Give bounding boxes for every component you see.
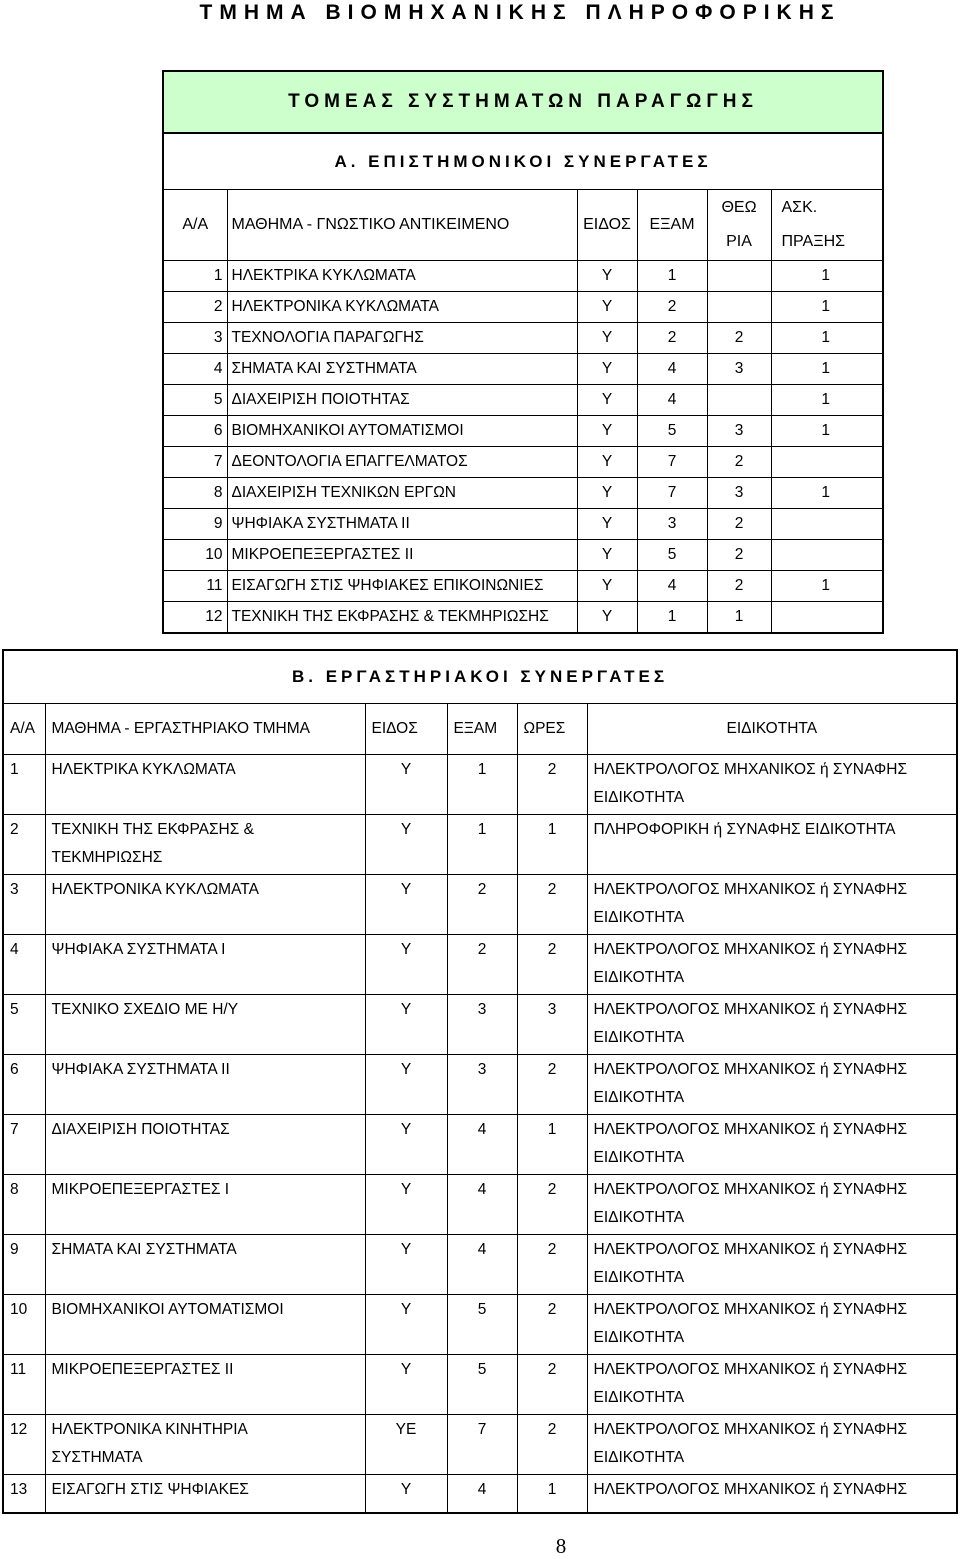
specialty: ΗΛΕΚΤΡΟΛΟΓΟΣ ΜΗΧΑΝΙΚΟΣ ή ΣΥΝΑΦΗΣ ΕΙΔΙΚΟΤΗΤΑ [587,1175,957,1235]
table-row [3,1055,957,1115]
row-number: 2 [163,292,227,323]
course-name: ΤΕΧΝΙΚΗ ΤΗΣ ΕΚΦΡΑΣΗΣ & ΤΕΚΜΗΡΙΩΣΗΣ [227,602,577,634]
row-number: 11 [163,571,227,602]
course-type: Υ [577,478,637,509]
table-row [3,875,957,935]
course-name: ΕΙΣΑΓΩΓΗ ΣΤΙΣ ΨΗΦΙΑΚΕΣ [45,1475,365,1514]
practice-hours: 1 [771,354,883,385]
section-a-header-row [163,190,883,261]
course-type: Υ [577,261,637,292]
practice-hours: 1 [771,571,883,602]
table-row [3,815,957,875]
course-type: Υ [365,995,447,1055]
course-type: Υ [577,292,637,323]
header-type: ΕΙΔΟΣ [365,704,447,755]
semester: 4 [447,1475,517,1514]
table-row [3,1355,957,1415]
row-number: 8 [163,478,227,509]
table-row [163,571,883,602]
lab-hours: 2 [517,875,587,935]
course-name: ΔΙΑΧΕΙΡΙΣΗ ΤΕΧΝΙΚΩΝ ΕΡΓΩΝ [227,478,577,509]
semester: 3 [447,1055,517,1115]
semester: 7 [637,478,707,509]
course-name: ΔΙΑΧΕΙΡΙΣΗ ΠΟΙΟΤΗΤΑΣ [45,1115,365,1175]
practice-hours: 1 [771,323,883,354]
lab-hours: 1 [517,815,587,875]
semester: 2 [637,323,707,354]
practice-hours [771,602,883,634]
semester: 4 [637,354,707,385]
section-a-title: Α. ΕΠΙΣΤΗΜΟΝΙΚΟΙ ΣΥΝΕΡΓΑΤΕΣ [163,133,883,190]
lab-hours: 2 [517,1235,587,1295]
theory-hours: 3 [707,354,771,385]
row-number: 8 [3,1175,45,1235]
course-name: ΕΙΣΑΓΩΓΗ ΣΤΙΣ ΨΗΦΙΑΚΕΣ ΕΠΙΚΟΙΝΩΝΙΕΣ [227,571,577,602]
table-row [163,354,883,385]
practice-hours: 1 [771,292,883,323]
course-name: ΔΕΟΝΤΟΛΟΓΙΑ ΕΠΑΓΓΕΛΜΑΤΟΣ [227,447,577,478]
row-number: 9 [163,509,227,540]
row-number: 10 [163,540,227,571]
lab-hours: 2 [517,935,587,995]
course-type: Υ [365,1475,447,1514]
row-number: 13 [3,1475,45,1514]
semester: 5 [447,1355,517,1415]
specialty: ΗΛΕΚΤΡΟΛΟΓΟΣ ΜΗΧΑΝΙΚΟΣ ή ΣΥΝΑΦΗΣ ΕΙΔΙΚΟΤΗΤΑ [587,1295,957,1355]
course-type: Υ [365,875,447,935]
semester: 4 [447,1235,517,1295]
table-row [3,755,957,815]
row-number: 1 [3,755,45,815]
course-name: ΣΗΜΑΤΑ ΚΑΙ ΣΥΣΤΗΜΑΤΑ [227,354,577,385]
lab-hours: 1 [517,1115,587,1175]
row-number: 12 [163,602,227,634]
table-row [163,416,883,447]
row-number: 6 [3,1055,45,1115]
practice-hours: 1 [771,478,883,509]
course-type: Υ [577,602,637,634]
table-row [163,540,883,571]
theory-hours: 2 [707,509,771,540]
semester: 3 [637,509,707,540]
course-type: Υ [577,540,637,571]
header-course: ΜΑΘΗΜΑ - ΕΡΓΑΣΤΗΡΙΑΚΟ ΤΜΗΜΑ [45,704,365,755]
header-aa: Α/Α [3,704,45,755]
row-number: 2 [3,815,45,875]
semester: 2 [637,292,707,323]
course-type: Υ [365,815,447,875]
course-type: Υ [365,1355,447,1415]
theory-hours: 1 [707,602,771,634]
row-number: 6 [163,416,227,447]
row-number: 3 [3,875,45,935]
lab-collaborators-table [2,649,958,1514]
course-name: ΜΙΚΡΟΕΠΕΞΕΡΓΑΣΤΕΣ Ι [45,1175,365,1235]
course-type: Υ [577,509,637,540]
semester: 5 [637,416,707,447]
header-practice: ΑΣΚ. ΠΡΑΞΗΣ [771,190,883,261]
header-course: ΜΑΘΗΜΑ - ΓΝΩΣΤΙΚΟ ΑΝΤΙΚΕΙΜΕΝΟ [227,190,577,261]
table-row [3,1475,957,1514]
course-name: ΜΙΚΡΟΕΠΕΞΕΡΓΑΣΤΕΣ ΙΙ [45,1355,365,1415]
header-theory: ΘΕΩ ΡΙΑ [707,190,771,261]
semester: 1 [637,602,707,634]
header-aa: Α/Α [163,190,227,261]
course-name: ΤΕΧΝΙΚΗ ΤΗΣ ΕΚΦΡΑΣΗΣ & ΤΕΚΜΗΡΙΩΣΗΣ [45,815,365,875]
sector-title: ΤΟΜΕΑΣ ΣΥΣΤΗΜΑΤΩΝ ΠΑΡΑΓΩΓΗΣ [163,71,883,133]
practice-hours [771,509,883,540]
row-number: 3 [163,323,227,354]
course-type: Υ [577,447,637,478]
theory-hours: 2 [707,447,771,478]
row-number: 10 [3,1295,45,1355]
row-number: 5 [3,995,45,1055]
specialty: ΗΛΕΚΤΡΟΛΟΓΟΣ ΜΗΧΑΝΙΚΟΣ ή ΣΥΝΑΦΗΣ ΕΙΔΙΚΟΤΗΤΑ [587,935,957,995]
specialty: ΗΛΕΚΤΡΟΛΟΓΟΣ ΜΗΧΑΝΙΚΟΣ ή ΣΥΝΑΦΗΣ ΕΙΔΙΚΟΤΗΤΑ [587,1355,957,1415]
theory-hours [707,385,771,416]
theory-hours: 3 [707,416,771,447]
practice-hours: 1 [771,416,883,447]
course-name: ΔΙΑΧΕΙΡΙΣΗ ΠΟΙΟΤΗΤΑΣ [227,385,577,416]
table-row [3,1235,957,1295]
table-row [3,1415,957,1475]
lab-hours: 2 [517,1055,587,1115]
course-name: ΤΕΧΝΟΛΟΓΙΑ ΠΑΡΑΓΩΓΗΣ [227,323,577,354]
row-number: 4 [163,354,227,385]
practice-hours: 1 [771,385,883,416]
specialty: ΗΛΕΚΤΡΟΛΟΓΟΣ ΜΗΧΑΝΙΚΟΣ ή ΣΥΝΑΦΗΣ ΕΙΔΙΚΟΤΗΤΑ [587,1115,957,1175]
course-name: ΨΗΦΙΑΚΑ ΣΥΣΤΗΜΑΤΑ ΙΙ [45,1055,365,1115]
header-type: ΕΙΔΟΣ [577,190,637,261]
course-type: Υ [365,1175,447,1235]
specialty: ΗΛΕΚΤΡΟΛΟΓΟΣ ΜΗΧΑΝΙΚΟΣ ή ΣΥΝΑΦΗΣ ΕΙΔΙΚΟΤΗΤΑ [587,1235,957,1295]
semester: 2 [447,935,517,995]
practice-hours [771,447,883,478]
course-name: ΤΕΧΝΙΚΟ ΣΧΕΔΙΟ ΜΕ Η/Υ [45,995,365,1055]
row-number: 1 [163,261,227,292]
specialty: ΠΛΗΡΟΦΟΡΙΚΗ ή ΣΥΝΑΦΗΣ ΕΙΔΙΚΟΤΗΤΑ [587,815,957,875]
course-name: ΨΗΦΙΑΚΑ ΣΥΣΤΗΜΑΤΑ ΙΙ [227,509,577,540]
course-type: Υ [365,755,447,815]
table-row [163,602,883,634]
specialty: ΗΛΕΚΤΡΟΛΟΓΟΣ ΜΗΧΑΝΙΚΟΣ ή ΣΥΝΑΦΗΣ ΕΙΔΙΚΟΤΗΤΑ [587,1055,957,1115]
section-b-title: Β. ΕΡΓΑΣΤΗΡΙΑΚΟΙ ΣΥΝΕΡΓΑΤΕΣ [3,650,957,704]
header-semester: ΕΞΑΜ [447,704,517,755]
semester: 4 [637,385,707,416]
semester: 1 [637,261,707,292]
course-type: Υ [577,571,637,602]
course-name: ΗΛΕΚΤΡΟΝΙΚΑ ΚΥΚΛΩΜΑΤΑ [45,875,365,935]
course-type: Υ [577,323,637,354]
practice-hours: 1 [771,261,883,292]
semester: 5 [637,540,707,571]
row-number: 12 [3,1415,45,1475]
section-b-header-row [3,704,957,755]
lab-hours: 2 [517,1415,587,1475]
specialty: ΗΛΕΚΤΡΟΛΟΓΟΣ ΜΗΧΑΝΙΚΟΣ ή ΣΥΝΑΦΗΣ ΕΙΔΙΚΟΤΗΤΑ [587,755,957,815]
table-row [163,447,883,478]
lab-hours: 2 [517,1175,587,1235]
row-number: 11 [3,1355,45,1415]
header-hours: ΩΡΕΣ [517,704,587,755]
lab-hours: 1 [517,1475,587,1514]
table-row [163,261,883,292]
course-type: ΥΕ [365,1415,447,1475]
department-title: ΤΜΗΜΑ ΒΙΟΜΗΧΑΝΙΚΗΣ ΠΛΗΡΟΦΟΡΙΚΗΣ [199,1,841,24]
course-type: Υ [365,1295,447,1355]
semester: 4 [637,571,707,602]
table-row [3,1115,957,1175]
course-type: Υ [365,1115,447,1175]
table-row [3,1175,957,1235]
course-name: ΗΛΕΚΤΡΙΚΑ ΚΥΚΛΩΜΑΤΑ [45,755,365,815]
semester: 3 [447,995,517,1055]
semester: 2 [447,875,517,935]
course-name: ΗΛΕΚΤΡΟΝΙΚΑ ΚΥΚΛΩΜΑΤΑ [227,292,577,323]
row-number: 9 [3,1235,45,1295]
specialty: ΗΛΕΚΤΡΟΛΟΓΟΣ ΜΗΧΑΝΙΚΟΣ ή ΣΥΝΑΦΗΣ [587,1475,957,1514]
table-row [163,478,883,509]
table-row [3,995,957,1055]
theory-hours [707,261,771,292]
theory-hours: 3 [707,478,771,509]
lab-hours: 3 [517,995,587,1055]
course-name: ΣΗΜΑΤΑ ΚΑΙ ΣΥΣΤΗΜΑΤΑ [45,1235,365,1295]
practice-hours [771,540,883,571]
specialty: ΗΛΕΚΤΡΟΛΟΓΟΣ ΜΗΧΑΝΙΚΟΣ ή ΣΥΝΑΦΗΣ ΕΙΔΙΚΟΤΗΤΑ [587,875,957,935]
table-row [163,509,883,540]
table-row [3,935,957,995]
course-name: ΒΙΟΜΗΧΑΝΙΚΟΙ ΑΥΤΟΜΑΤΙΣΜΟΙ [45,1295,365,1355]
semester: 1 [447,815,517,875]
theory-hours [707,292,771,323]
table-row [163,385,883,416]
course-type: Υ [577,354,637,385]
row-number: 5 [163,385,227,416]
table-row [163,323,883,354]
semester: 4 [447,1115,517,1175]
lab-hours: 2 [517,755,587,815]
lab-hours: 2 [517,1295,587,1355]
semester: 7 [637,447,707,478]
course-name: ΗΛΕΚΤΡΟΝΙΚΑ ΚΙΝΗΤΗΡΙΑ ΣΥΣΤΗΜΑΤΑ [45,1415,365,1475]
course-type: Υ [577,385,637,416]
semester: 5 [447,1295,517,1355]
course-type: Υ [365,1235,447,1295]
table-row [163,292,883,323]
course-name: ΒΙΟΜΗΧΑΝΙΚΟΙ ΑΥΤΟΜΑΤΙΣΜΟΙ [227,416,577,447]
theory-hours: 2 [707,323,771,354]
specialty: ΗΛΕΚΤΡΟΛΟΓΟΣ ΜΗΧΑΝΙΚΟΣ ή ΣΥΝΑΦΗΣ ΕΙΔΙΚΟΤΗΤΑ [587,995,957,1055]
header-semester: ΕΞΑΜ [637,190,707,261]
semester: 7 [447,1415,517,1475]
header-specialty: ΕΙΔΙΚΟΤΗΤΑ [587,704,957,755]
semester: 1 [447,755,517,815]
course-type: Υ [365,1055,447,1115]
semester: 4 [447,1175,517,1235]
course-type: Υ [577,416,637,447]
course-name: ΗΛΕΚΤΡΙΚΑ ΚΥΚΛΩΜΑΤΑ [227,261,577,292]
specialty: ΗΛΕΚΤΡΟΛΟΓΟΣ ΜΗΧΑΝΙΚΟΣ ή ΣΥΝΑΦΗΣ ΕΙΔΙΚΟΤΗΤΑ [587,1415,957,1475]
theory-hours: 2 [707,540,771,571]
row-number: 4 [3,935,45,995]
row-number: 7 [3,1115,45,1175]
lab-hours: 2 [517,1355,587,1415]
course-name: ΜΙΚΡΟΕΠΕΞΕΡΓΑΣΤΕΣ ΙΙ [227,540,577,571]
row-number: 7 [163,447,227,478]
table-row [3,1295,957,1355]
scientific-collaborators-table [162,70,884,634]
course-name: ΨΗΦΙΑΚΑ ΣΥΣΤΗΜΑΤΑ Ι [45,935,365,995]
theory-hours: 2 [707,571,771,602]
course-type: Υ [365,935,447,995]
page-number: 8 [555,1534,567,1558]
